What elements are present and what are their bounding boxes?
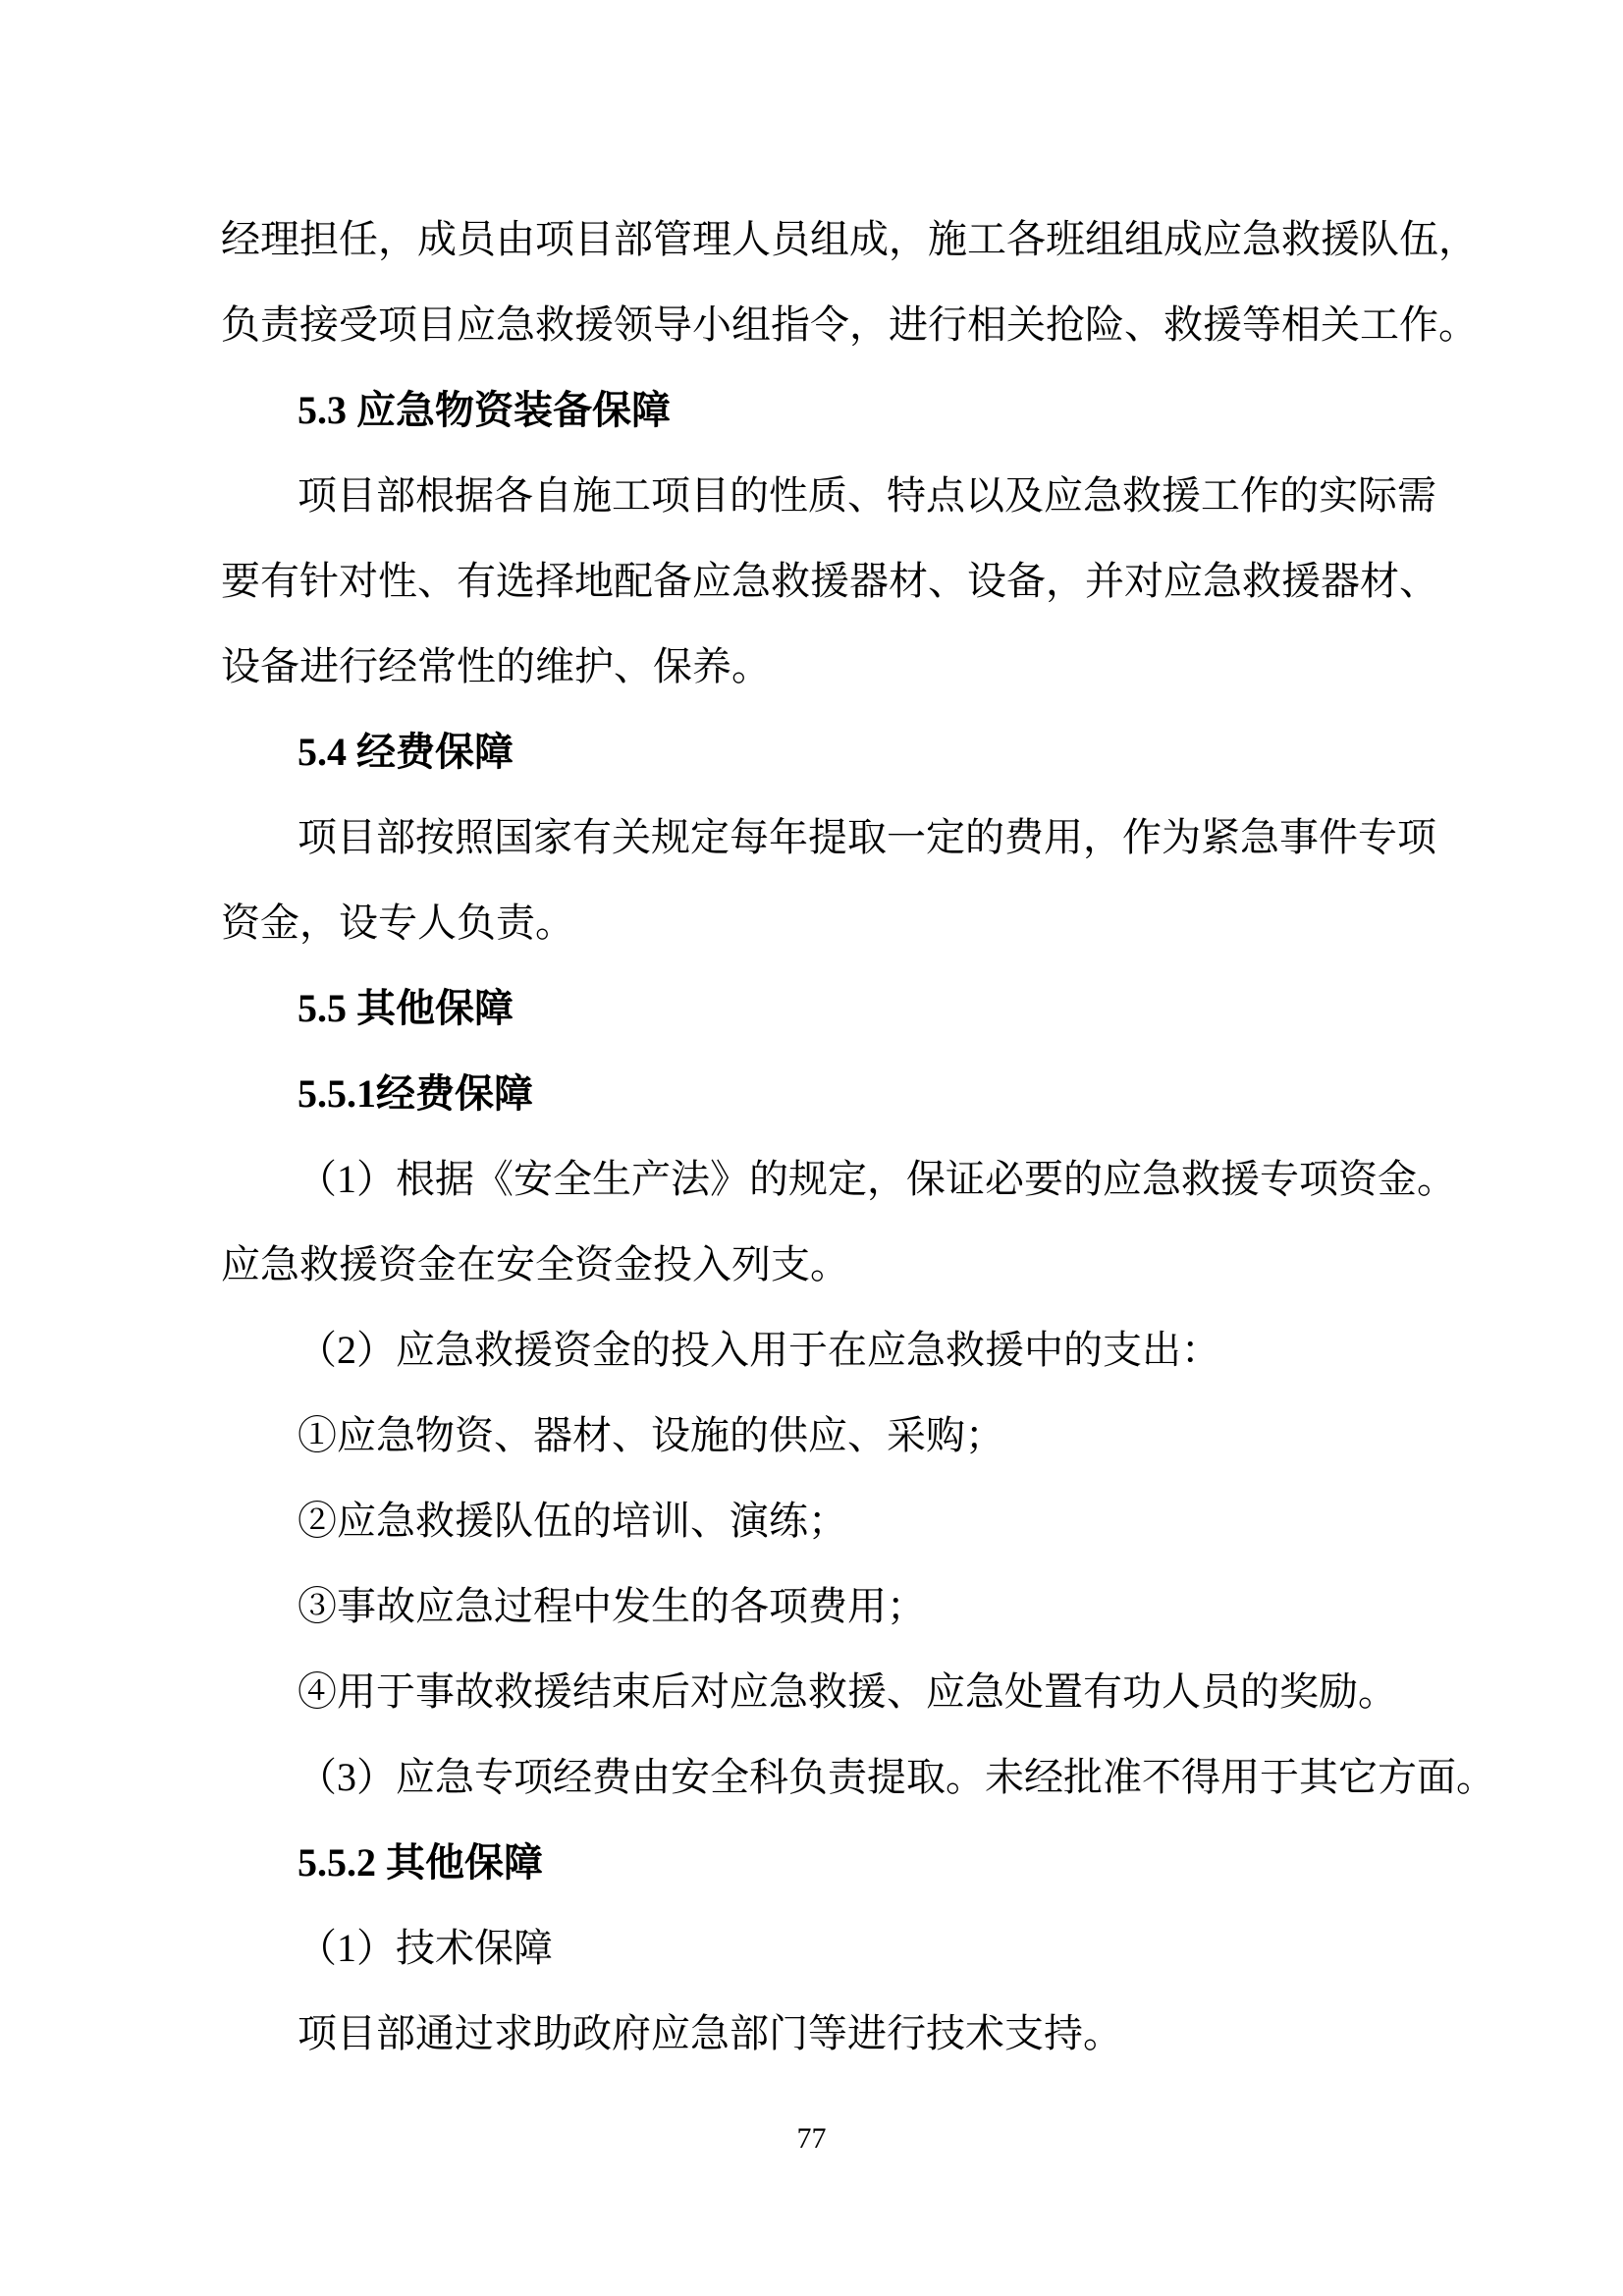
paragraph-line: 要有针对性、有选择地配备应急救援器材、设备，并对应急救援器材、	[221, 559, 1438, 603]
paragraph-line: 资金，设专人负责。	[221, 901, 574, 945]
numbered-item-3: （3）应急专项经费由安全科负责提取。未经批准不得用于其它方面。	[298, 1755, 1495, 1799]
document-body	[221, 196, 1495, 2076]
section-heading-5-3: 5.3 应急物资装备保障	[298, 388, 671, 432]
section-heading-5-5-1: 5.5.1经费保障	[298, 1071, 533, 1116]
numbered-item-2: （2）应急救援资金的投入用于在应急救援中的支出：	[298, 1328, 1220, 1372]
circled-item-1: ①应急物资、器材、设施的供应、采购；	[298, 1413, 1004, 1457]
numbered-item-tech: （1）技术保障	[298, 1926, 553, 1970]
circled-item-4: ④用于事故救援结束后对应急救援、应急处置有功人员的奖励。	[298, 1669, 1397, 1714]
circled-item-3: ③事故应急过程中发生的各项费用；	[298, 1584, 926, 1628]
circled-item-2: ②应急救援队伍的培训、演练；	[298, 1499, 847, 1543]
paragraph-line: 项目部通过求助政府应急部门等进行技术支持。	[298, 2011, 1122, 2055]
paragraph-line: 负责接受项目应急救援领导小组指令，进行相关抢险、救援等相关工作。	[221, 302, 1478, 347]
paragraph-line: 应急救援资金在安全资金投入列支。	[221, 1242, 849, 1286]
page-number: 77	[796, 2122, 827, 2155]
numbered-item-1: （1）根据《安全生产法》的规定，保证必要的应急救援专项资金。	[298, 1157, 1456, 1201]
paragraph-line: 设备进行经常性的维护、保养。	[221, 644, 771, 688]
paragraph-line: 项目部根据各自施工项目的性质、特点以及应急救援工作的实际需	[298, 473, 1436, 518]
paragraph-line: 项目部按照国家有关规定每年提取一定的费用，作为紧急事件专项	[298, 815, 1436, 859]
paragraph-line: 经理担任，成员由项目部管理人员组成，施工各班组组成应急救援队伍，	[221, 217, 1478, 261]
section-heading-5-5-2: 5.5.2 其他保障	[298, 1840, 543, 1885]
page-footer	[0, 2119, 1623, 2159]
section-heading-5-4: 5.4 经费保障	[298, 730, 514, 774]
section-heading-5-5: 5.5 其他保障	[298, 986, 514, 1030]
